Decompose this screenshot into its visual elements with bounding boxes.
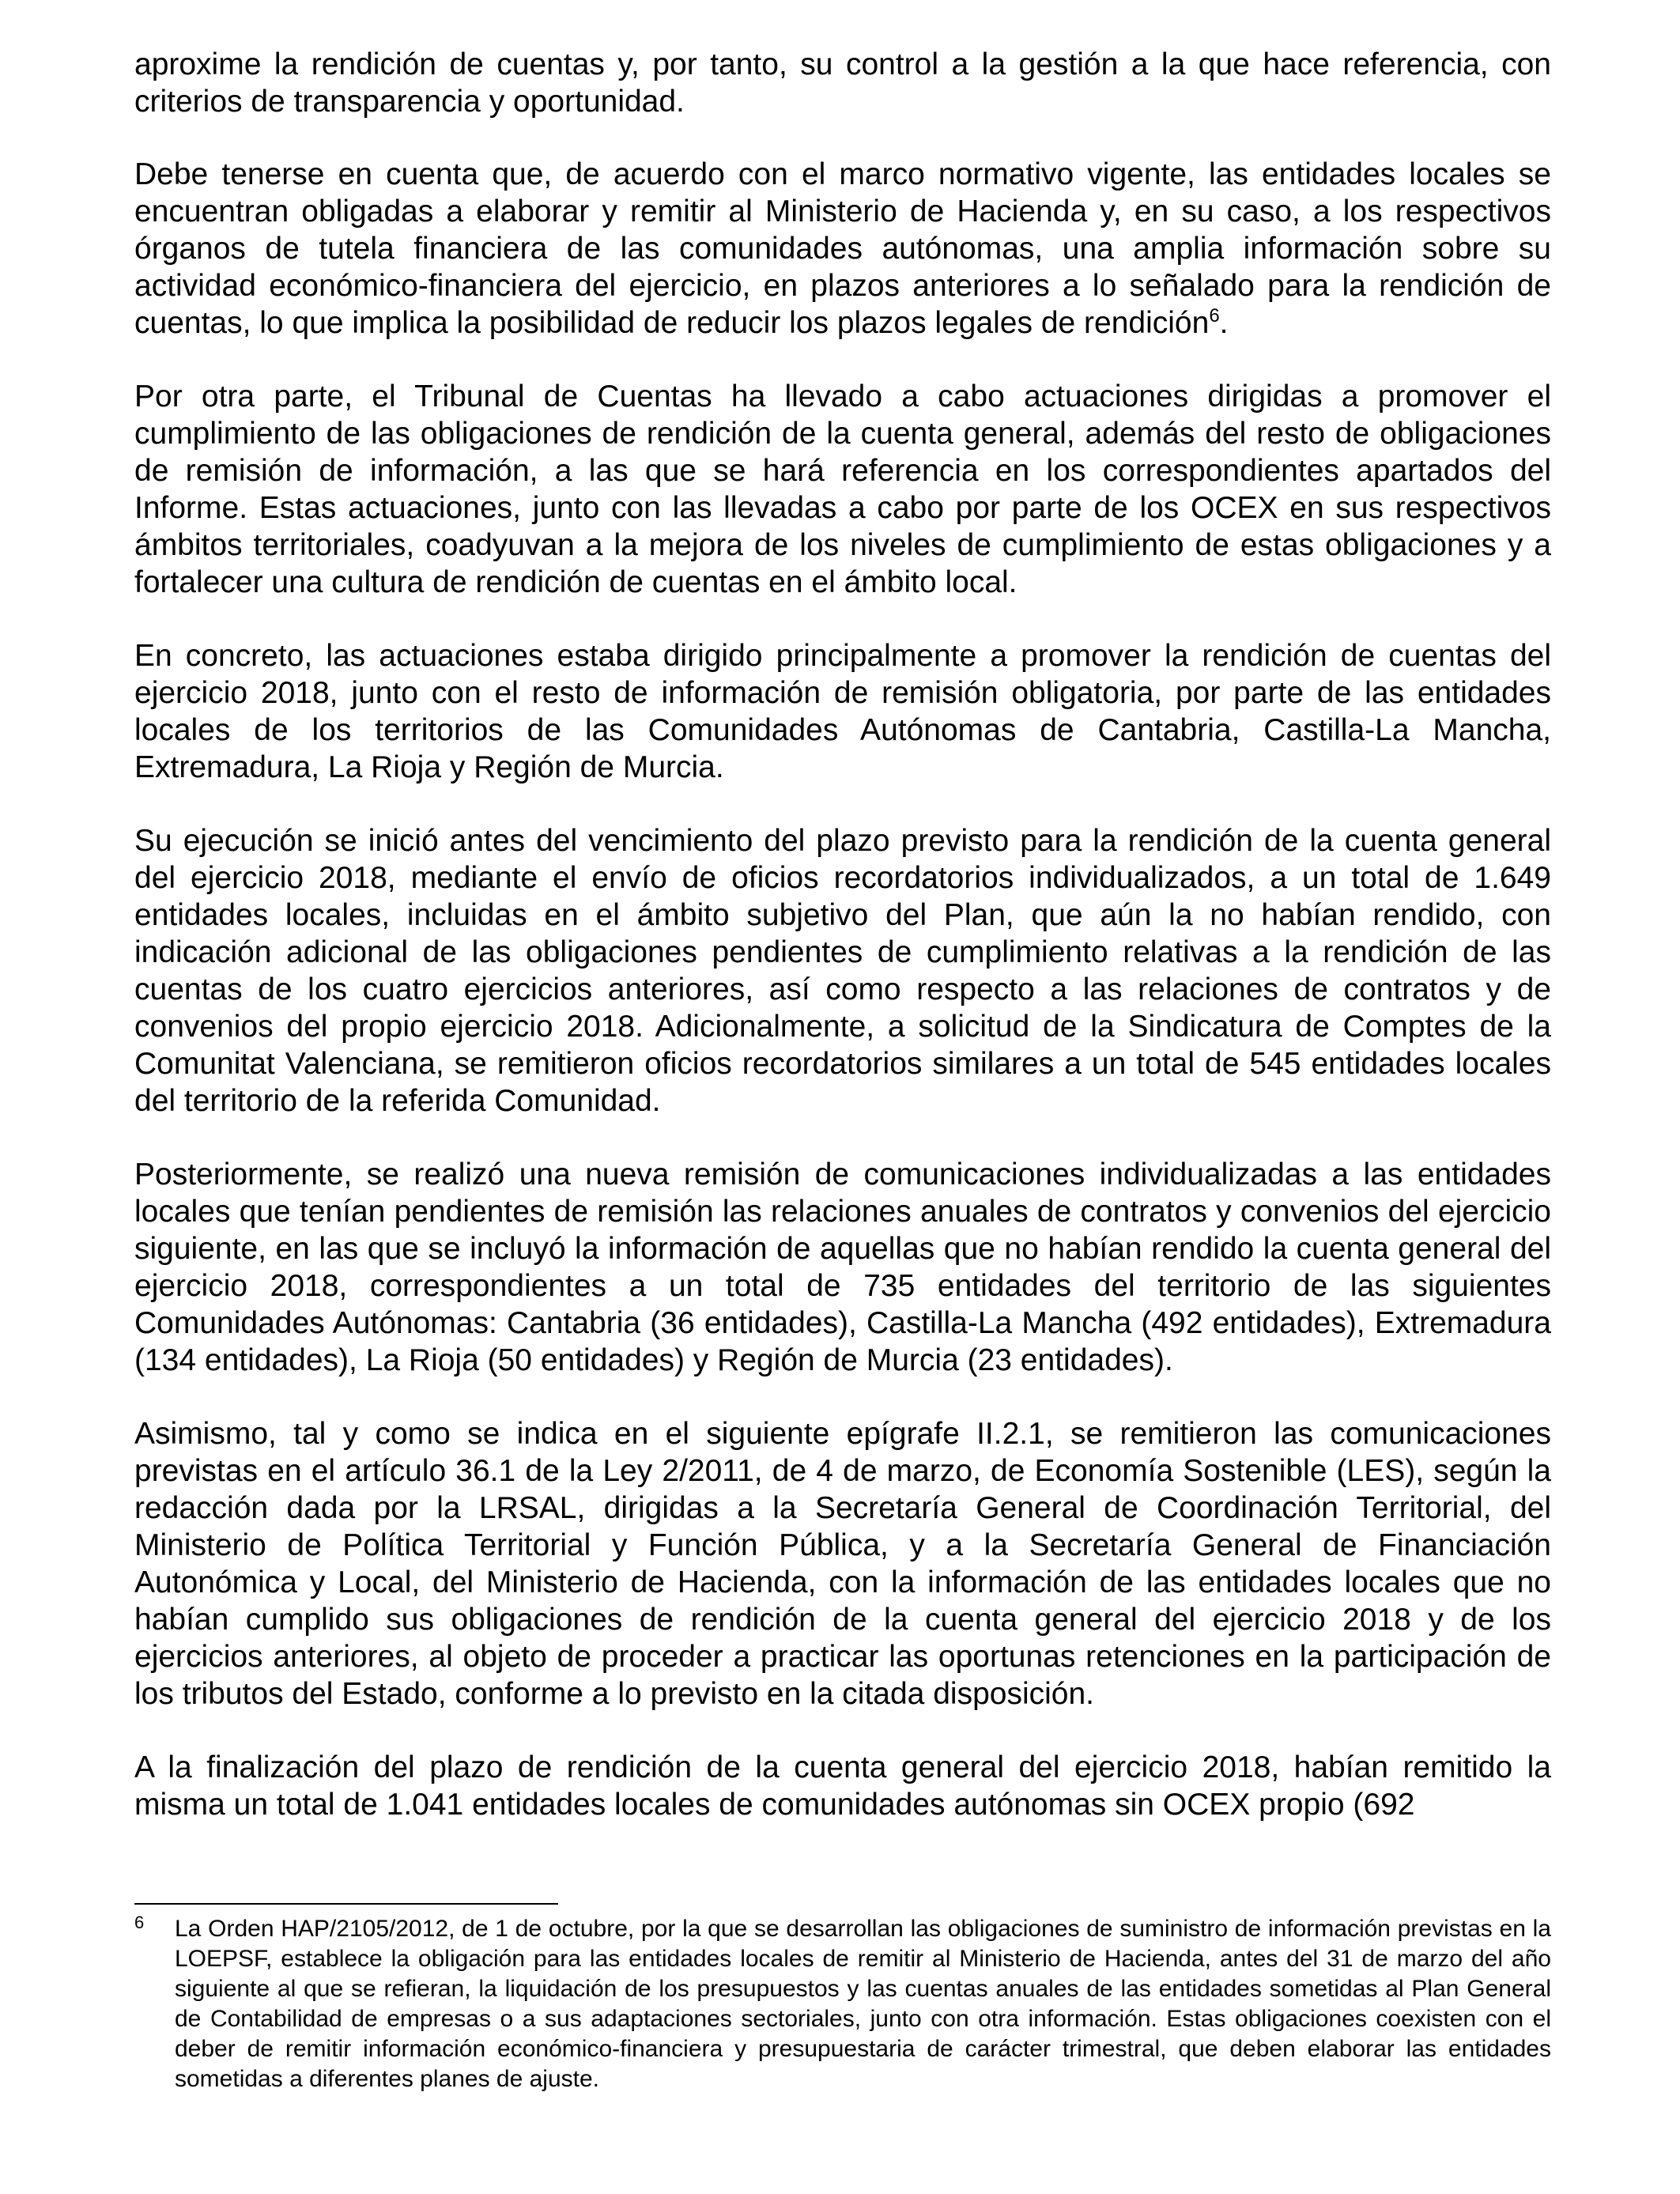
paragraph-3: Por otra parte, el Tribunal de Cuentas ha llevado a cabo actuaciones dirigidas a promover el cumplimiento de las obligaciones de rendición de la cuenta general, además del resto de obligaciones de remisión de información, a las que se hará referencia en los correspondientes apartados del Informe. Estas actuaciones, junto con las llevadas a cabo por parte de los OCEX en sus respectivos ámbitos territoriales, coadyuvan a la mejora de los niveles de cumplimiento de estas obligaciones y a fortalecer una cultura de rendición de cuentas en el ámbito local.	[134, 380, 1551, 599]
footnote-number: 6	[134, 1913, 145, 1932]
paragraph-2-text: Debe tenerse en cuenta que, de acuerdo con el marco normativo vigente, las entidades locales se encuentran obligadas a elaborar y remitir al Ministerio de Hacienda y, en su caso, a los respectivos órganos de tutela financiera de las comunidades autónomas, una amplia información sobre su actividad económico-financiera del ejercicio, en plazos anteriores a lo señalado para la rendición de cuentas, lo que implica la posibilidad de reducir los plazos legales de rendición	[134, 157, 1551, 340]
paragraph-1: aproxime la rendición de cuentas y, por tanto, su control a la gestión a la que hace referencia, con criterios de transparencia y oportunidad.	[134, 47, 1551, 119]
footnote-reference-6[interactable]: 6	[1209, 305, 1220, 327]
paragraph-2	[134, 156, 1551, 342]
paragraph-2-end: .	[1219, 306, 1229, 340]
footnote-text: La Orden HAP/2105/2012, de 1 de octubre, por la que se desarrollan las obligaciones de suministro de información previstas en la LOEPSF, establece la obligación para las entidades locales de remitir al Ministerio de Hacienda, antes del 31 de marzo del año siguiente al que se refieran, la liquidación de los presupuestos y las cuentas anuales de las entidades sometidas al Plan General de Contabilidad de empresas o a sus adaptaciones sectoriales, junto con otra información. Estas obligaciones coexisten con el deber de remitir información económico-financiera y presupuestaria de carácter trimestral, que deben elaborar las entidades sometidas a diferentes planes de ajuste.	[175, 1916, 1551, 2092]
paragraph-8: A la finalización del plazo de rendición de la cuenta general del ejercicio 2018, habían remitido la misma un total de 1.041 entidades locales de comunidades autónomas sin OCEX propio (692	[134, 1750, 1551, 1822]
body-text	[134, 46, 1551, 1860]
paragraph-6: Posteriormente, se realizó una nueva remisión de comunicaciones individualizadas a las entidades locales que tenían pendientes de remisión las relaciones anuales de contratos y convenios del ejercicio siguiente, en las que se incluyó la información de aquellas que no habían rendido la cuenta general del ejercicio 2018, correspondientes a un total de 735 entidades del territorio de las siguientes Comunidades Autónomas: Cantabria (36 entidades), Castilla-La Mancha (492 entidades), Extremadura (134 entidades), La Rioja (50 entidades) y Región de Murcia (23 entidades).	[134, 1157, 1551, 1377]
footnote-6	[134, 1914, 1551, 2094]
footnote-separator	[134, 1903, 558, 1905]
paragraph-7: Asimismo, tal y como se indica en el siguiente epígrafe II.2.1, se remitieron las comunicaciones previstas en el artículo 36.1 de la Ley 2/2011, de 4 de marzo, de Economía Sostenible (LES), según la redacción dada por la LRSAL, dirigidas a la Secretaría General de Coordinación Territorial, del Ministerio de Política Territorial y Función Pública, y a la Secretaría General de Financiación Autonómica y Local, del Ministerio de Hacienda, con la información de las entidades locales que no habían cumplido sus obligaciones de rendición de la cuenta general del ejercicio 2018 y de los ejercicios anteriores, al objeto de proceder a practicar las oportunas retenciones en la participación de los tributos del Estado, conforme a lo previsto en la citada disposición.	[134, 1417, 1551, 1711]
paragraph-5: Su ejecución se inició antes del vencimiento del plazo previsto para la rendición de la cuenta general del ejercicio 2018, mediante el envío de oficios recordatorios individualizados, a un total de 1.649 entidades locales, incluidas en el ámbito subjetivo del Plan, que aún la no habían rendido, con indicación adicional de las obligaciones pendientes de cumplimiento relativas a la rendición de las cuentas de los cuatro ejercicios anteriores, así como respecto a las relaciones de contratos y de convenios del propio ejercicio 2018. Adicionalmente, a solicitud de la Sindicatura de Comptes de la Comunitat Valenciana, se remitieron oficios recordatorios similares a un total de 545 entidades locales del territorio de la referida Comunidad.	[134, 824, 1551, 1118]
paragraph-4: En concreto, las actuaciones estaba dirigido principalmente a promover la rendición de cuentas del ejercicio 2018, junto con el resto de información de remisión obligatoria, por parte de las entidades locales de los territorios de las Comunidades Autónomas de Cantabria, Castilla-La Mancha, Extremadura, La Rioja y Región de Murcia.	[134, 639, 1551, 784]
